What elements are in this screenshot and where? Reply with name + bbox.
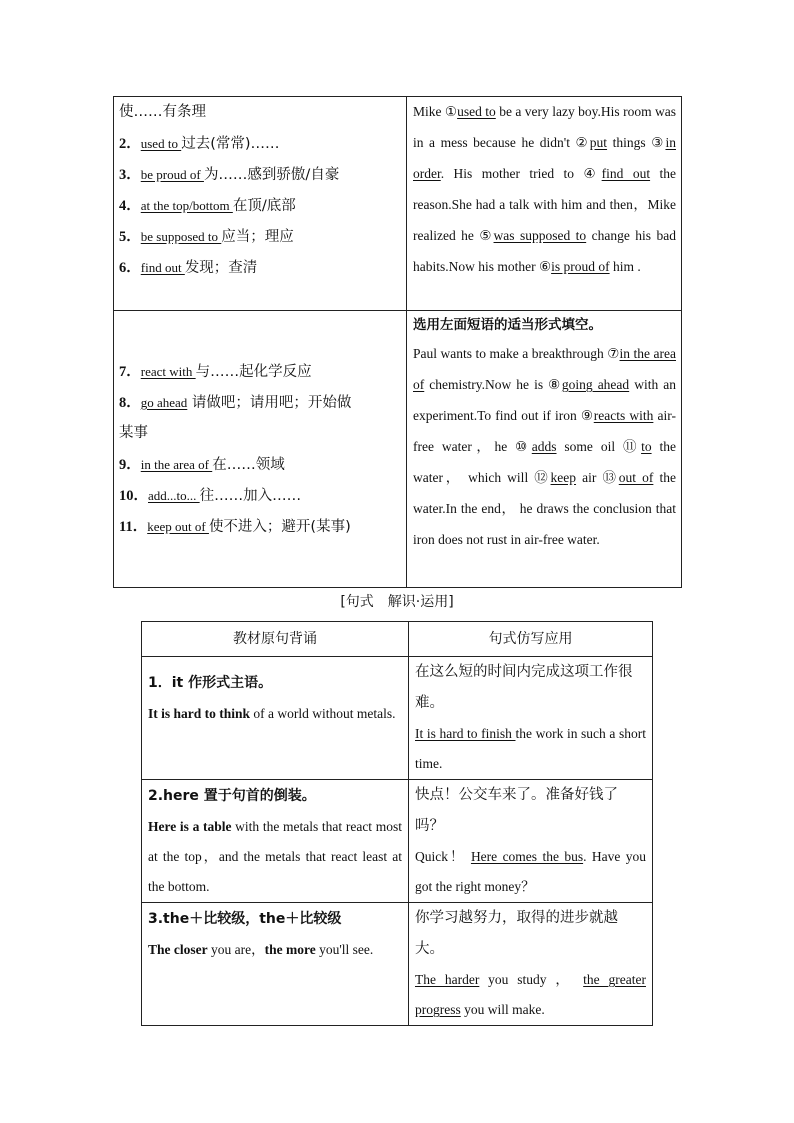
phrase-meaning: 与……起化学反应 [195, 364, 312, 380]
passage-text: the reason.She had a talk with him and then，Mike realized he ⑤ [413, 166, 676, 243]
chinese-prompt: 你学习越努力，取得的进步就越大。 [415, 910, 618, 957]
phrase-number: 10． [119, 488, 148, 504]
imitation-cell [409, 780, 653, 903]
phrase-meaning: 请做吧；请用吧；开始做 [191, 395, 352, 411]
phrase-meaning: 应当；理应 [221, 229, 294, 245]
passage-text: air-free water，he ⑩ [413, 408, 676, 454]
blank-answer: out of [618, 470, 654, 485]
chinese-prompt: 在这么短的时间内完成这项工作很难。 [415, 664, 633, 711]
phrase-meaning: 在……领域 [212, 457, 285, 473]
passage-text: chemistry.Now he is ⑧ [424, 377, 562, 392]
blank-answer: in the area of [413, 346, 676, 392]
grammar-point: 3.the＋比较级，the＋比较级 [148, 911, 342, 927]
passage-paul [413, 338, 676, 555]
imitation-cell [409, 903, 653, 1026]
passage-text: the water.In the end， he draws the conclusion that iron does not rust in air-free water. [413, 470, 676, 547]
phrase-line [119, 356, 402, 387]
answer-text: Quick！ [415, 849, 471, 864]
answer-blank: the greater progress [415, 972, 646, 1017]
example-sentence [148, 699, 402, 729]
example-text: you are， [207, 942, 265, 957]
passage-text: with an experiment.To find out if iron ⑨ [413, 377, 676, 423]
phrase-line [119, 97, 402, 128]
phrase-line [119, 449, 402, 480]
phrase-answer: add...to... [148, 488, 200, 503]
example-text: you'll see. [315, 942, 374, 957]
sentence-row [142, 903, 653, 1026]
fill-passage-1 [407, 97, 682, 311]
phrase-number: 3． [119, 167, 141, 183]
phrase-answer: keep out of [147, 519, 209, 534]
blank-answer: adds [531, 439, 557, 454]
passage-text: be a very lazy boy.His room was in a mess because he didn't ② [413, 104, 676, 150]
example-text: Here is a table [148, 819, 232, 834]
phrase-table-row-2 [114, 311, 682, 588]
fill-instruction: 选用左面短语的适当形式填空。 [413, 317, 602, 333]
sentence-table-header [142, 622, 653, 657]
sentence-table [141, 621, 653, 1026]
phrase-table [113, 96, 682, 588]
phrase-line [119, 511, 402, 542]
blank-answer: in order [413, 135, 676, 181]
example-text: It is hard to think [148, 706, 251, 721]
phrase-number: 2． [119, 136, 141, 152]
sentence-row [142, 780, 653, 903]
phrase-answer: find out [140, 260, 185, 275]
blank-answer: find out [601, 166, 651, 181]
phrase-meaning: 过去(常常)…… [181, 136, 280, 152]
answer-text: . Have you got the right money？ [415, 849, 646, 894]
phrase-meaning: 使不进入；避开(某事) [208, 519, 351, 535]
example-text: of a world without metals. [250, 706, 396, 721]
example-sentence [148, 935, 402, 965]
passage-text: . His mother tried to ④ [440, 166, 602, 181]
phrase-number: 8． [119, 395, 141, 411]
phrase-answer: react with [140, 364, 196, 379]
phrase-answer: at the top/bottom [140, 198, 233, 213]
section-title: [句式 解识·运用] [340, 594, 454, 610]
passage-text: air ⑬ [576, 470, 619, 485]
blank-answer: was supposed to [493, 228, 587, 243]
answer-text: you study ， [479, 972, 584, 987]
header-original: 教材原句背诵 [142, 622, 409, 657]
phrase-line [119, 480, 402, 511]
blank-answer: reacts with [593, 408, 654, 423]
example-text: The closer [148, 942, 208, 957]
passage-text: Paul wants to make a breakthrough ⑦ [413, 346, 620, 361]
phrase-meaning: 在顶/底部 [232, 198, 296, 214]
phrase-list-2 [114, 311, 407, 588]
original-sentence-cell [142, 657, 409, 780]
phrase-answer: go ahead [140, 395, 188, 410]
blank-answer: put [589, 135, 608, 150]
passage-text: change his bad habits.Now his mother ⑥ [413, 228, 676, 274]
phrase-meaning: 为……感到骄傲/自豪 [203, 167, 340, 183]
imitation-cell [409, 657, 653, 780]
phrase-number: 9． [119, 457, 141, 473]
phrase-answer: be supposed to [140, 229, 222, 244]
imitation-answer [415, 965, 646, 1025]
passage-text: things ③ [607, 135, 666, 150]
phrase-line [119, 128, 402, 159]
phrase-number: 4． [119, 198, 141, 214]
phrase-line [119, 190, 402, 221]
grammar-point: 2.here 置于句首的倒装。 [148, 788, 316, 804]
blank-answer: keep [550, 470, 577, 485]
passage-mike [413, 96, 676, 282]
passage-text: the water， which will ⑫ [413, 439, 676, 485]
passage-text: him . [609, 259, 641, 274]
imitation-answer [415, 719, 646, 779]
phrase-meaning: 往……加入…… [199, 488, 302, 504]
phrase-line [119, 159, 402, 190]
phrase-number: 11． [119, 519, 148, 535]
imitation-answer [415, 842, 646, 902]
blank-answer: used to [457, 104, 496, 119]
phrase-table-row-1 [114, 97, 682, 311]
phrase-meaning: 使……有条理 [119, 104, 206, 120]
blank-answer: is proud of [551, 259, 610, 274]
example-text: the more [264, 942, 316, 957]
phrase-meaning: 某事 [119, 425, 148, 441]
example-sentence [148, 812, 402, 902]
passage-text: Mike ① [413, 104, 458, 119]
phrase-answer: be proud of [140, 167, 204, 182]
phrase-number: 6． [119, 260, 141, 276]
phrase-line [119, 387, 402, 418]
grammar-point: 1．it 作形式主语。 [148, 675, 273, 691]
phrase-line [119, 252, 402, 283]
answer-text: you will make. [460, 1002, 545, 1017]
example-text: with the metals that react most at the top，and the metals that react least at the bottom. [148, 819, 402, 894]
phrase-number: 7． [119, 364, 141, 380]
phrase-meaning: 发现；查清 [184, 260, 258, 276]
chinese-prompt: 快点！公交车来了。准备好钱了吗？ [415, 787, 618, 834]
passage-text: some oil ⑪ [556, 439, 642, 454]
phrase-line [119, 418, 402, 449]
fill-passage-2 [407, 311, 682, 588]
blank-answer: going ahead [561, 377, 630, 392]
phrase-answer: in the area of [140, 457, 213, 472]
answer-blank: The harder [415, 972, 480, 987]
blank-answer: to [641, 439, 652, 454]
phrase-list-1 [114, 97, 407, 311]
sentence-row [142, 657, 653, 780]
original-sentence-cell [142, 903, 409, 1026]
original-sentence-cell [142, 780, 409, 903]
phrase-line [119, 221, 402, 252]
header-imitation: 句式仿写应用 [409, 622, 653, 657]
phrase-answer: used to [140, 136, 182, 151]
answer-blank: It is hard to finish [415, 726, 516, 741]
answer-blank: Here comes the bus [470, 849, 584, 864]
phrase-number: 5． [119, 229, 141, 245]
answer-text: the work in such a short time. [415, 726, 646, 771]
